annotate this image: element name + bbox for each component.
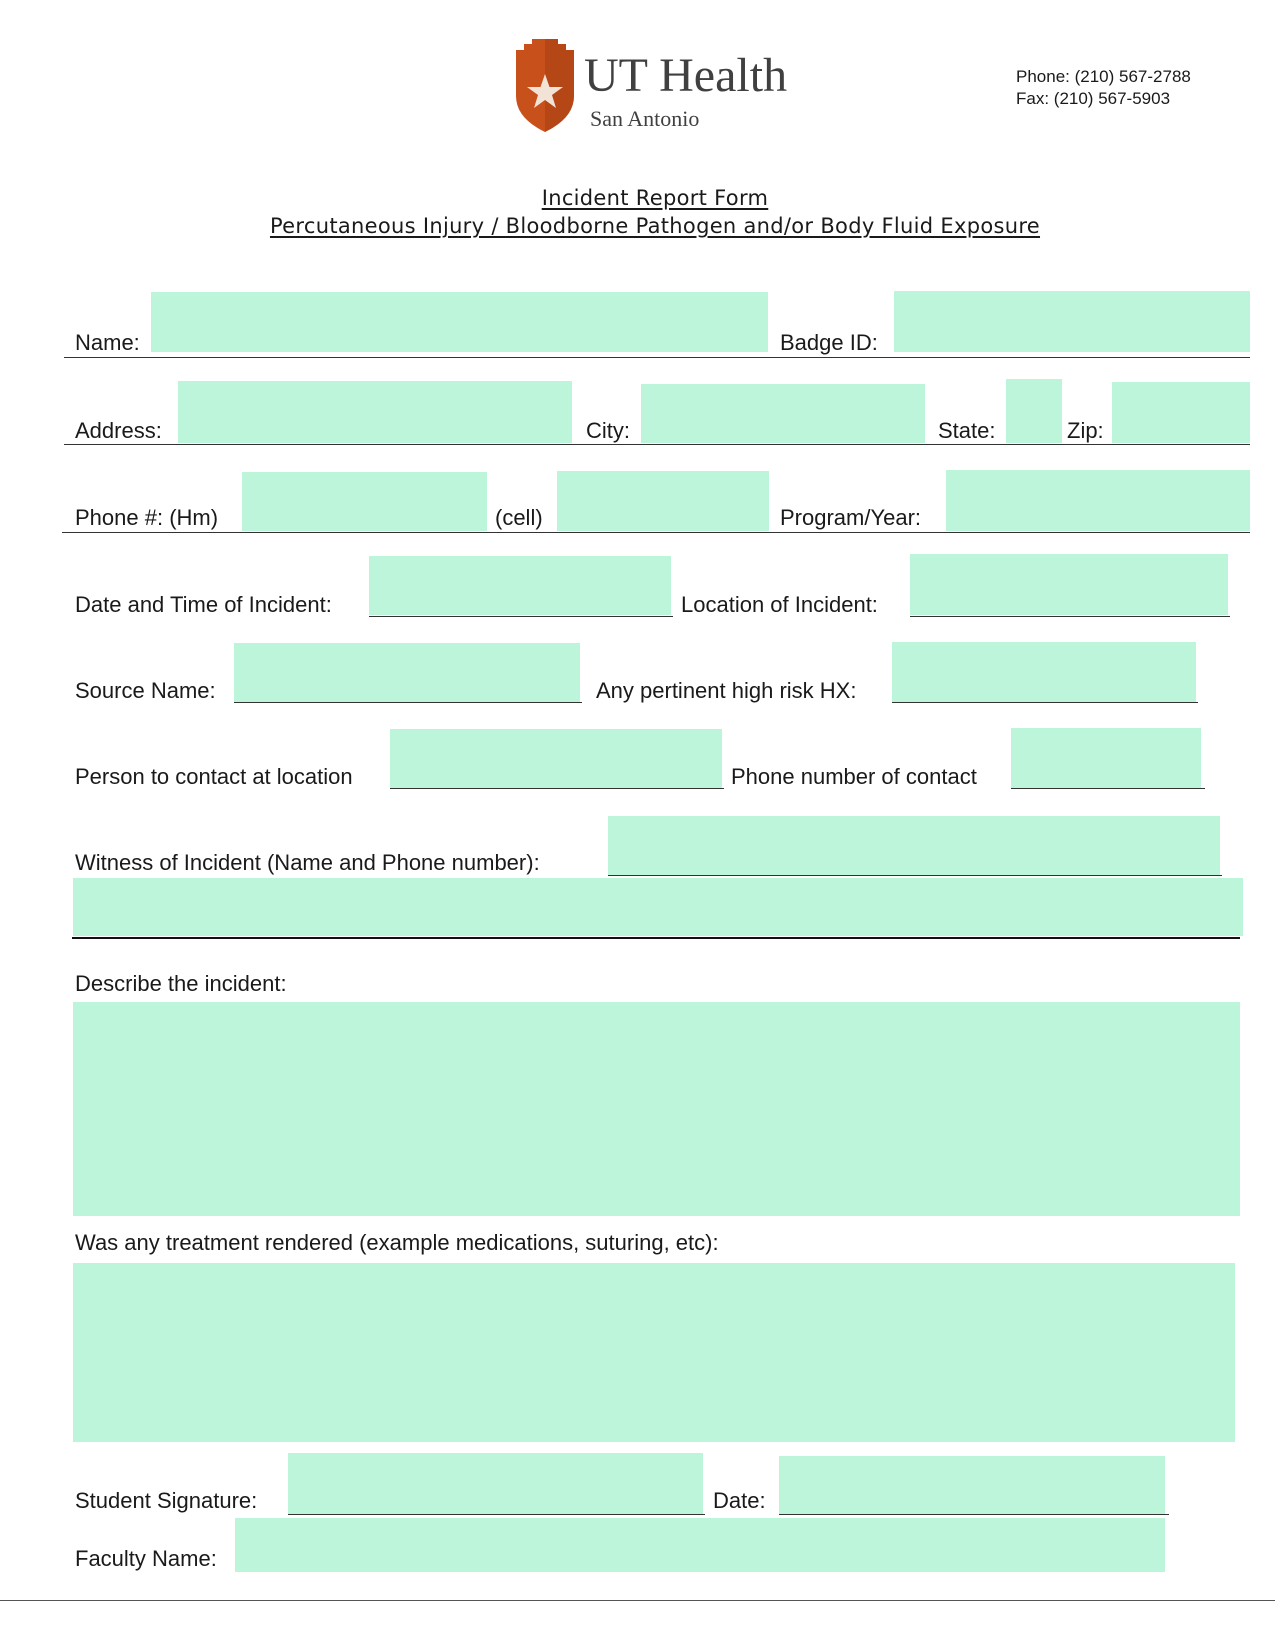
underline <box>390 788 724 789</box>
date-time-field[interactable] <box>369 556 671 615</box>
state-field[interactable] <box>1006 379 1062 443</box>
shield-star-icon <box>512 36 578 134</box>
row-rule <box>72 937 1240 939</box>
underline <box>1011 788 1205 789</box>
describe-label: Describe the incident: <box>75 971 287 996</box>
person-contact-label: Person to contact at location <box>75 764 353 789</box>
phone-hm-field[interactable] <box>242 472 487 531</box>
address-label: Address: <box>75 418 162 443</box>
date-field[interactable] <box>779 1456 1165 1514</box>
phone-hm-label: Phone #: (Hm) <box>75 505 219 530</box>
treatment-label: Was any treatment rendered (example medications, suturing, etc): <box>75 1230 719 1255</box>
logo-name: UT Health <box>584 49 788 102</box>
form-subtitle: Percutaneous Injury / Bloodborne Pathogen and/or Body Fluid Exposure <box>269 214 1041 238</box>
logo-subname: San Antonio <box>590 106 700 131</box>
witness-field-2[interactable] <box>73 878 1243 936</box>
person-contact-field[interactable] <box>390 729 722 788</box>
student-signature-label: Student Signature: <box>75 1488 258 1513</box>
cell-field[interactable] <box>557 471 769 531</box>
date-time-label: Date and Time of Incident: <box>75 592 332 617</box>
witness-field[interactable] <box>608 816 1220 875</box>
witness-label: Witness of Incident (Name and Phone number): <box>75 850 540 875</box>
underline <box>234 702 582 703</box>
underline <box>369 616 673 617</box>
source-name-label: Source Name: <box>75 678 216 703</box>
cell-label: (cell) <box>495 505 543 530</box>
fax-number: Fax: (210) 567-5903 <box>1016 89 1171 108</box>
badge-id-field[interactable] <box>894 291 1250 352</box>
phone-number: Phone: (210) 567-2788 <box>1016 67 1191 86</box>
state-label: State: <box>938 418 996 443</box>
phone-contact-field[interactable] <box>1011 728 1201 788</box>
address-field[interactable] <box>178 381 572 443</box>
underline <box>892 702 1198 703</box>
footer-rule <box>0 1600 1275 1601</box>
row-rule <box>64 444 1250 445</box>
underline <box>779 1514 1169 1515</box>
row-rule <box>62 532 1250 533</box>
describe-field[interactable] <box>73 1002 1240 1216</box>
source-name-field[interactable] <box>234 643 580 702</box>
row-rule <box>64 357 1250 358</box>
underline <box>288 1514 705 1515</box>
name-field[interactable] <box>151 292 768 352</box>
program-year-label: Program/Year: <box>780 505 922 530</box>
ut-health-logo <box>512 36 802 136</box>
high-risk-label: Any pertinent high risk HX: <box>596 678 857 703</box>
treatment-field[interactable] <box>73 1263 1235 1442</box>
zip-label: Zip: <box>1067 418 1104 443</box>
program-year-field[interactable] <box>946 470 1250 531</box>
student-signature-field[interactable] <box>288 1453 703 1514</box>
form-title: Incident Report Form <box>541 186 769 210</box>
location-field[interactable] <box>910 554 1228 615</box>
name-label: Name: <box>75 330 140 355</box>
underline <box>910 616 1230 617</box>
badge-id-label: Badge ID: <box>780 330 878 355</box>
faculty-name-label: Faculty Name: <box>75 1546 217 1571</box>
city-label: City: <box>586 418 630 443</box>
underline <box>608 875 1222 876</box>
high-risk-field[interactable] <box>892 642 1196 702</box>
date-label: Date: <box>713 1488 766 1513</box>
phone-contact-label: Phone number of contact <box>731 764 977 789</box>
location-label: Location of Incident: <box>681 592 878 617</box>
faculty-name-field[interactable] <box>235 1518 1165 1572</box>
city-field[interactable] <box>641 384 925 443</box>
zip-field[interactable] <box>1112 382 1250 443</box>
